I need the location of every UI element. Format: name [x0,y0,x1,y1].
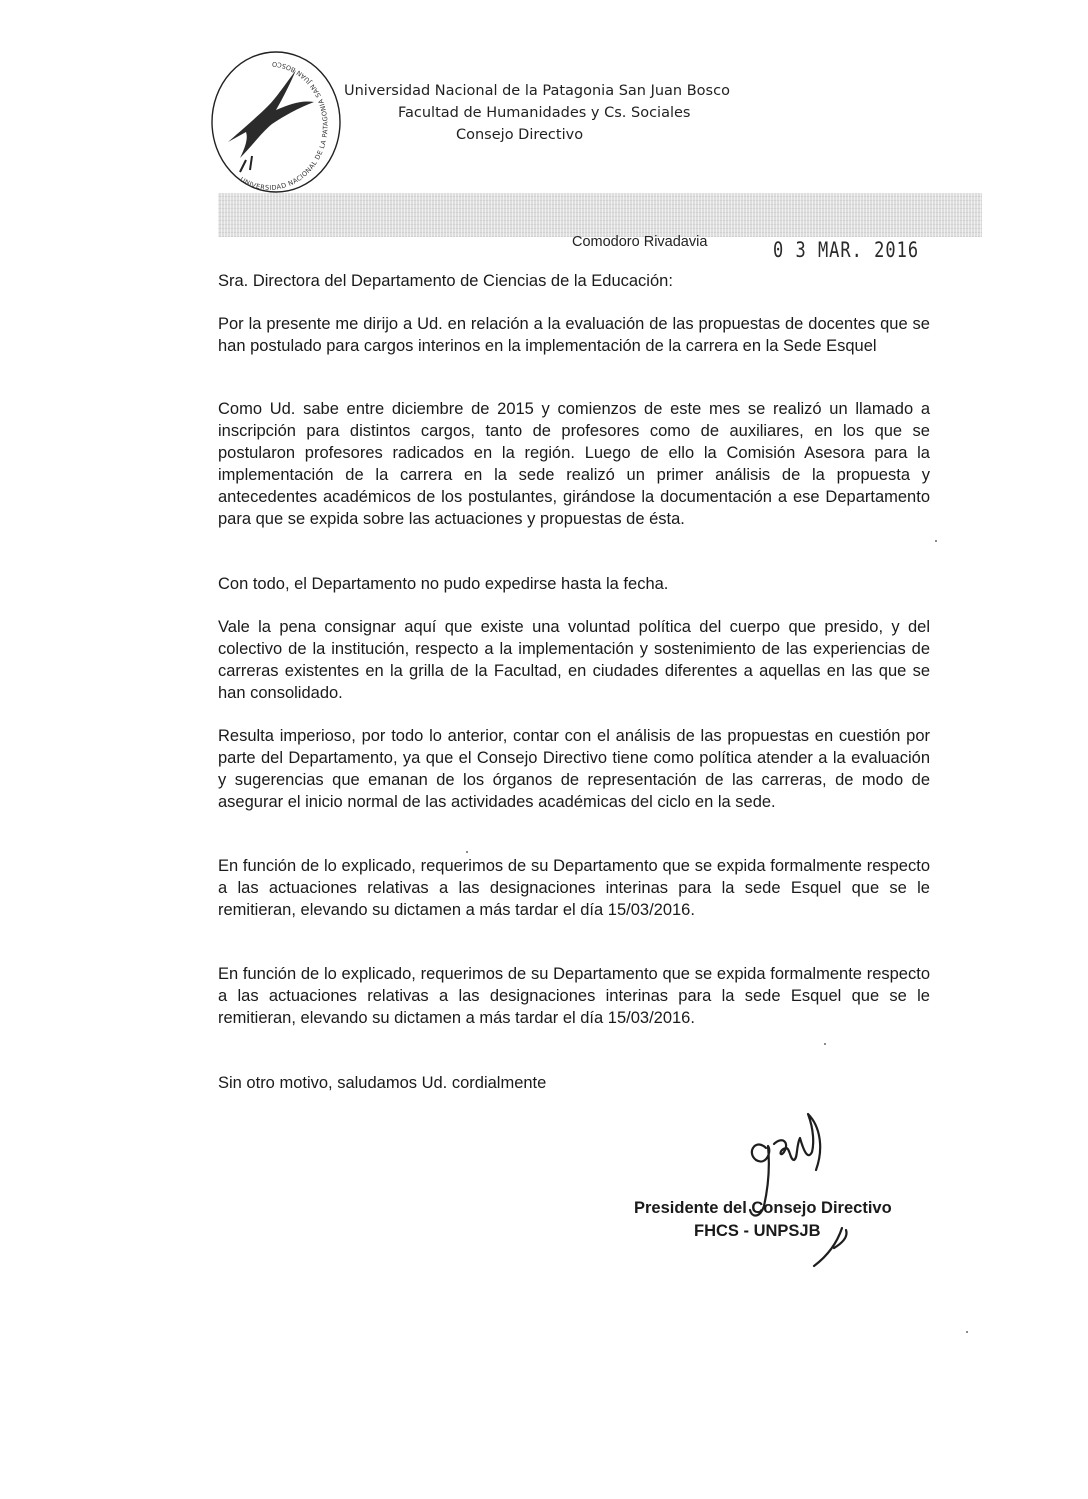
paragraph-7: En función de lo explicado, requerimos de su Departamento que se expida formalmente respecto a las actuaciones relativas a las designaciones interinas para la sede Esquel que se le remitieran, elevando su dictamen a más tardar el día 15/03/2016. [218,965,930,1027]
council-name: Consejo Directivo [456,127,584,143]
place-of-issue: Comodoro Rivadavia [572,234,708,250]
scan-speck [935,540,937,542]
paragraph-1: Por la presente me dirijo a Ud. en relación a la evaluación de las propuestas de docentes que se han postulado para cargos interinos en la implementación de la carrera en la Sede Esquel [218,315,930,355]
paragraph-2: Como Ud. sabe entre diciembre de 2015 y comienzos de este mes se realizó un llamado a inscripción para distintos cargos, tanto de profesores como de auxiliares, en los que se postularon profesores radicados en la región. Luego de ello la Comisión Asesora para la implementación de la carrera en la sede realizó un primer análisis de la propuesta y antecedentes académicos de los postulantes, girándose la documentación a ese Departamento para que se expida sobre las actuaciones y propuestas de ésta. [218,400,930,528]
paragraph-5: Resulta imperioso, por todo lo anterior, contar con el análisis de las propuestas en cuestión por parte del Departamento, ya que el Consejo Directivo tiene como política atender a la evaluación y sugerencias que emanan de los órganos de representación de las carreras, de modo de asegurar el inicio normal de las actividades académicas del ciclo en la sede. [218,727,930,811]
signatory-title: Presidente del Consejo Directivo [634,1199,892,1217]
faculty-name: Facultad de Humanidades y Cs. Sociales [398,105,691,121]
closing: Sin otro motivo, saludamos Ud. cordialmente [218,1074,547,1092]
university-seal-icon [206,50,341,200]
paragraph-4: Vale la pena consignar aquí que existe una voluntad política del cuerpo que presido, y del colectivo de la institución, respecto a la implementación y sostenimiento de las experiencias de carreras existentes en la grilla de la Facultad, en ciudades diferentes a aquellas en las que se han consolidado. [218,618,930,702]
scan-speck [466,851,468,853]
university-name: Universidad Nacional de la Patagonia San Juan Bosco [344,83,730,99]
paragraph-6: En función de lo explicado, requerimos de su Departamento que se expida formalmente respecto a las actuaciones relativas a las designaciones interinas para la sede Esquel que se le remitieran, elevando su dictamen a más tardar el día 15/03/2016. [218,857,930,919]
signatory-organization: FHCS - UNPSJB [694,1222,821,1240]
scan-speck [824,1043,826,1045]
svg-text:UNIVERSIDAD NACIONAL DE LA PAT: UNIVERSIDAD NACIONAL DE LA PATAGONIA SAN JUAN BOSCO [238,59,330,192]
salutation: Sra. Directora del Departamento de Ciencias de la Educación: [218,272,673,290]
date-stamp: 0 3 MAR. 2016 [773,238,920,263]
scan-speck [966,1331,968,1333]
paragraph-3: Con todo, el Departamento no pudo expedirse hasta la fecha. [218,575,669,593]
handwritten-signature-icon [738,1108,878,1268]
scan-shading-band [218,193,982,237]
institution-header [344,80,764,146]
